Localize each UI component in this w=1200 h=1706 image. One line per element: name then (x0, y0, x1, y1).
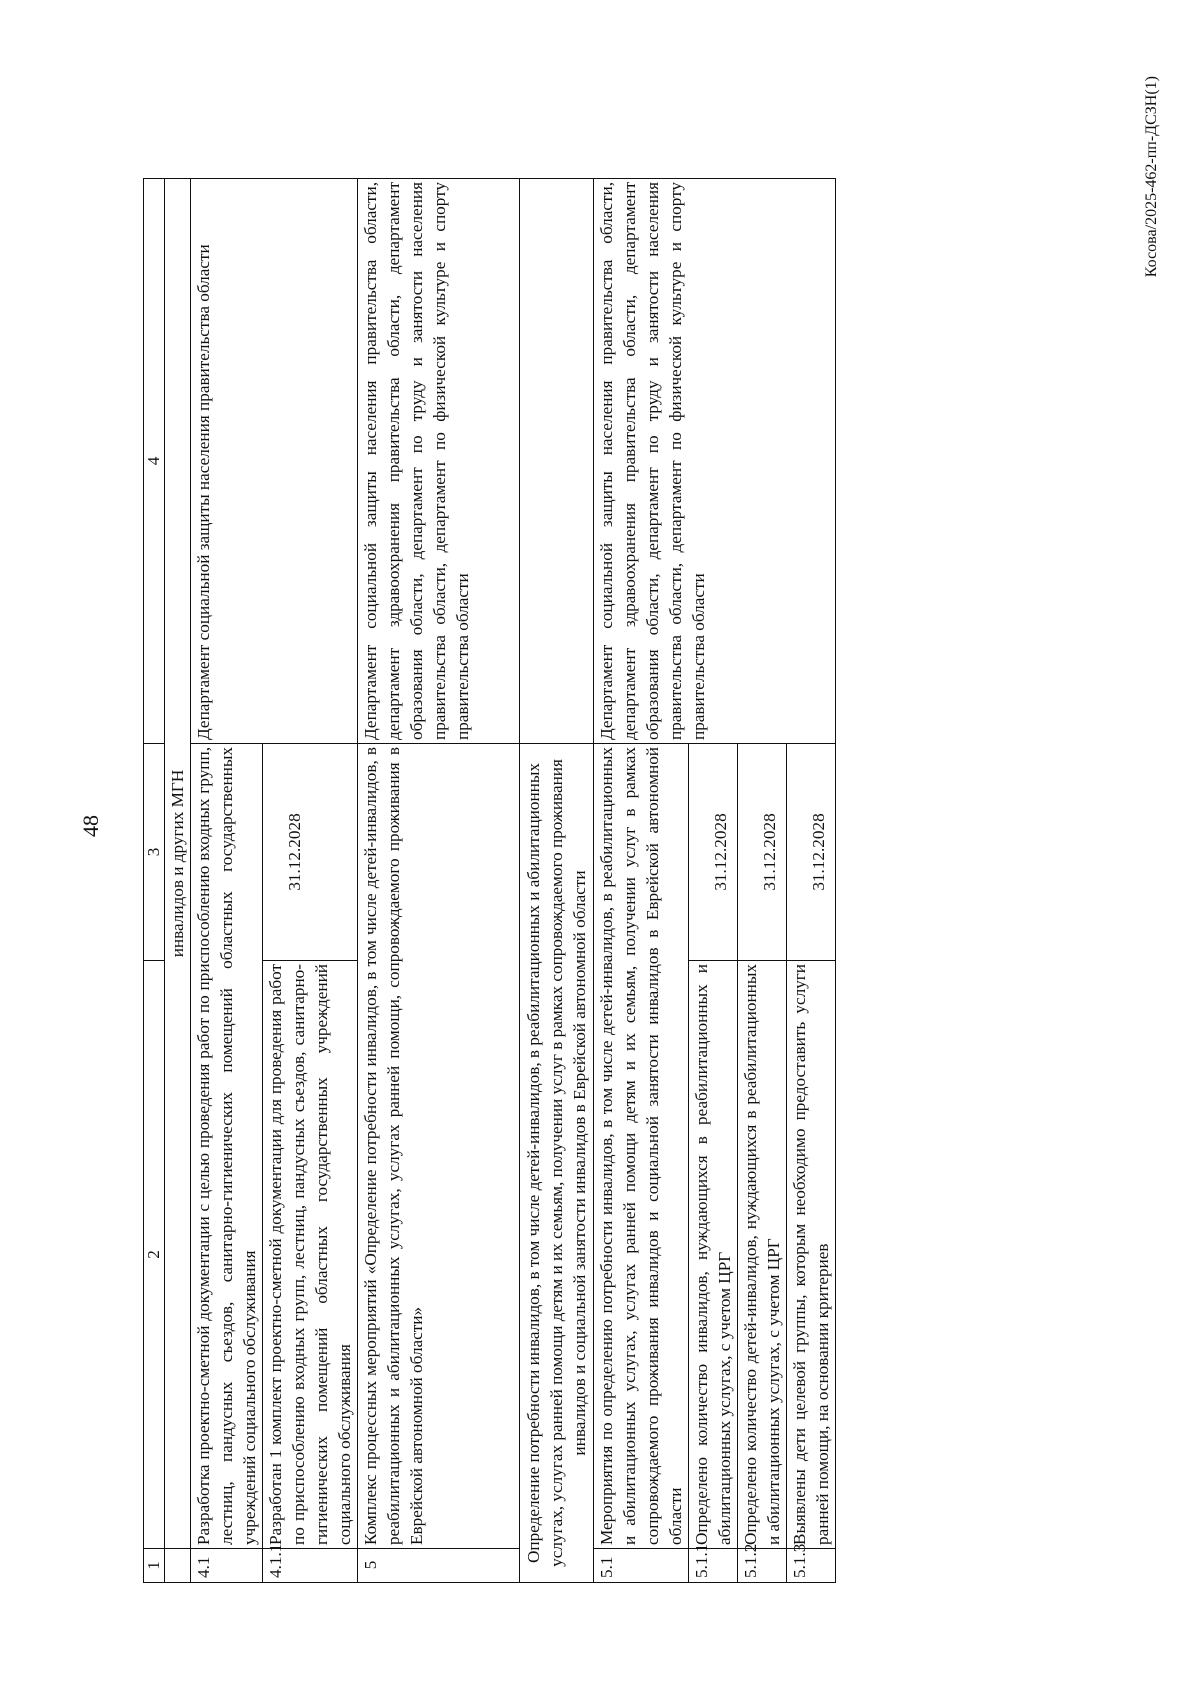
row-text-content: Комплекс процессных мероприятий «Определение потребности инвалидов, в том числе детей-инвалидов, в реабилитационных и абилитационных услугах, услугах ранней помощи, сопровождаемого проживания в Еврейской автономной области» (361, 747, 426, 1545)
row-text: Определено количество детей-инвалидов, нуждающихся в реабилитационных и абилитационных услугах, с учетом ЦРГ (738, 961, 787, 1549)
row-text: Мероприятия по определению потребности инвалидов, в том числе детей-инвалидов, в реабилитационных и абилитационных услугах, услугах ранней помощи детям и их семьям, получении услуг в рамках сопровождаемого проживания инвалидов и социальной занятости инвалидов в Еврейской автономной области (594, 744, 689, 1549)
row-number: 5.1 (594, 1549, 689, 1583)
table-row (165, 179, 191, 1583)
measures-table (143, 178, 836, 1583)
table-row (594, 179, 689, 1583)
row-number: 5 (358, 1549, 520, 1583)
row-number: 4.1 (191, 1549, 263, 1583)
row-date: 31.12.2028 (787, 744, 836, 961)
row-date: 31.12.2028 (738, 744, 787, 961)
column-header: 1 (144, 1549, 165, 1583)
row-executor: Департамент социальной защиты населения правительства области (191, 179, 358, 744)
table-row (191, 179, 263, 1583)
row-executor: Департамент социальной защиты населения правительства области, департамент здравоохранения правительства области, департамент образования области, департамент по труду и занятости населения правительства области, департамент по физической культуре и спорту правительства области (594, 179, 836, 744)
row-number: 5.1.3 (787, 1549, 836, 1583)
section-title: Определение потребности инвалидов, в том числе детей-инвалидов, в реабилитационных и абилитационных услугах, услугах ранней помощи детям и их семьям, получении услуг в рамках сопровождаемого проживания инвалидов и социальной занятости инвалидов в Еврейской автономной области (520, 744, 594, 1583)
page-number: 48 (78, 815, 103, 837)
row-date: 31.12.2028 (689, 744, 738, 961)
row-text: Определено количество инвалидов, нуждающихся в реабилитационных и абилитационных услугах, с учетом ЦРГ (689, 961, 738, 1549)
document-footer: Косова/2025-462-пп-ДСЗН(1) (1143, 76, 1160, 278)
column-header: 2 (144, 961, 165, 1549)
table-row (520, 179, 594, 1583)
row-text: Выявлены дети целевой группы, которым необходимо предоставить услуги ранней помощи, на основании критериев (787, 961, 836, 1549)
row-date: 31.12.2028 (263, 744, 358, 961)
row-text: Разработан 1 комплект проектно-сметной документации для проведения работ по приспособлению входных групп, лестниц, пандусных съездов, санитарно-гигиенических помещений областных государственных учреждений социального обслуживания (263, 961, 358, 1549)
column-header: 4 (144, 179, 165, 744)
row-text (358, 744, 520, 1549)
row-number: 5.1.1 (689, 1549, 738, 1583)
row-executor: Департамент социальной защиты населения правительства области, департамент здравоохранения правительства области, департамент образования области, департамент по труду и занятости населения правительства области, департамент по физической культуре и спорту правительства области (358, 179, 520, 744)
column-header: 3 (144, 744, 165, 961)
table-row (358, 179, 520, 1583)
row-number: 5.1.2 (738, 1549, 787, 1583)
row-text: Разработка проектно-сметной документации с целью проведения работ по приспособлению входных групп, лестниц, пандусных съездов, санитарно-гигиенических помещений областных государственных учреждений социального обслуживания (191, 744, 263, 1549)
row-number: 4.1.1 (263, 1549, 358, 1583)
group-title: инвалидов и других МГН (165, 179, 191, 1549)
table-header-row (144, 179, 165, 1583)
